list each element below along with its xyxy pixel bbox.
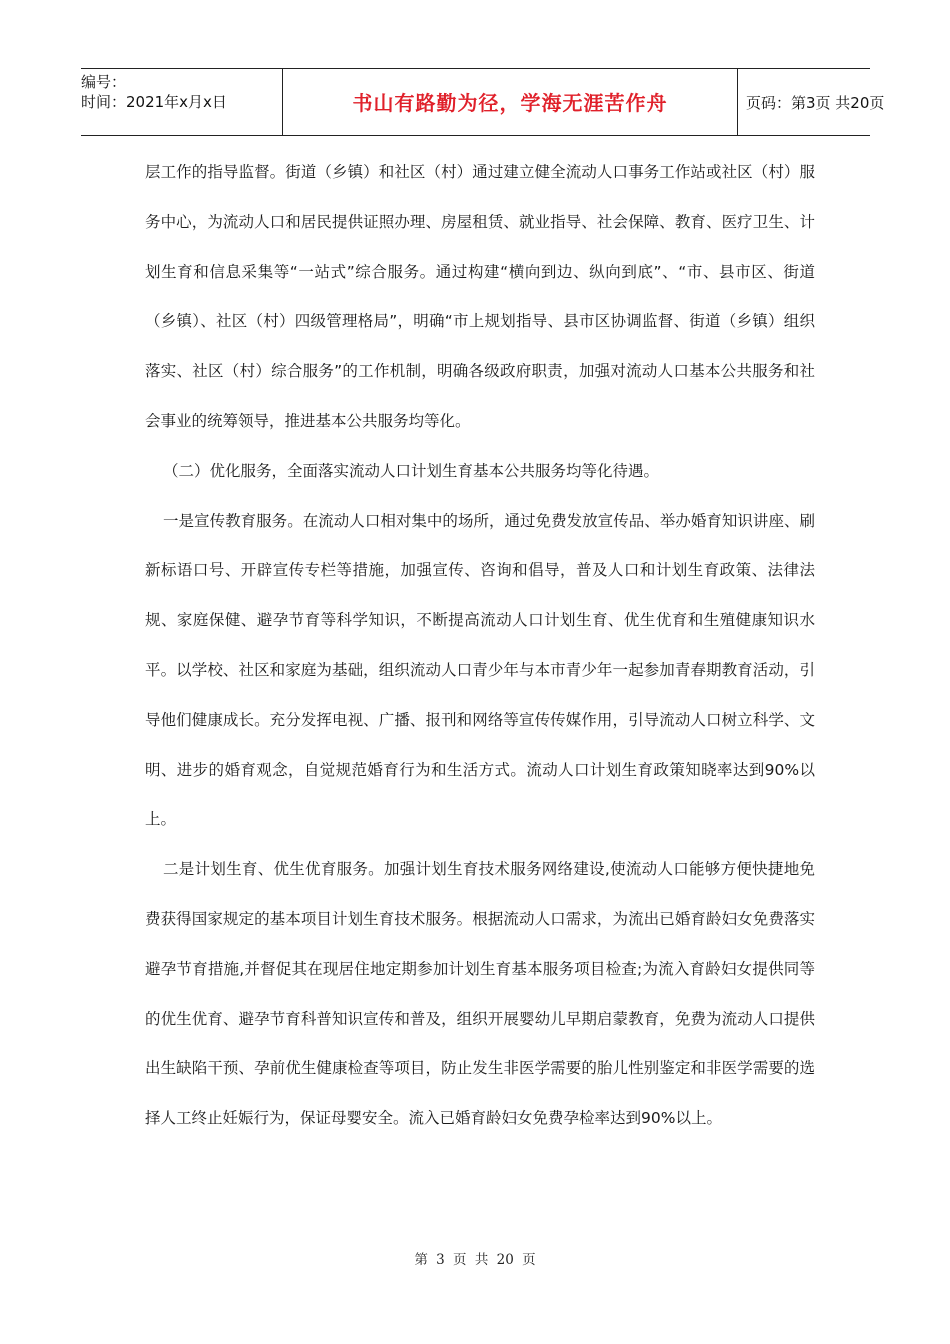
header-number-label: 编号： [81,73,127,91]
section-heading: （二）优化服务，全面落实流动人口计划生育基本公共服务均等化待遇。 [163,461,660,480]
document-body [145,148,815,1144]
paragraph-propaganda: 一是宣传教育服务。在流动人口相对集中的场所，通过免费发放宣传品、举办婚育知识讲座、刷新标语口号、开辟宣传专栏等措施，加强宣传、咨询和倡导，普及人口和计划生育政策、法律法规、家庭保健、避孕节育等科学知识，不断提高流动人口计划生育、优生优育和生殖健康知识水平。以学校、社区和家庭为基础，组织流动人口青少年与本市青少年一起参加青春期教育活动，引导他们健康成长。充分发挥电视、广播、报刊和网络等宣传传媒作用，引导流动人口树立科学、文明、进步的婚育观念，自觉规范婚育行为和生活方式。流动人口计划生育政策知晓率达到90%以上。 [145,511,815,829]
header-motto: 书山有路勤为径，学海无涯苦作舟 [282,69,738,135]
paragraph-continued: 层工作的指导监督。街道（乡镇）和社区（村）通过建立健全流动人口事务工作站或社区（村）服务中心，为流动人口和居民提供证照办理、房屋租赁、就业指导、社会保障、教育、医疗卫生、计划生育和信息采集等“一站式”综合服务。通过构建“横向到边、纵向到底”、“市、县市区、街道（乡镇）、社区（村）四级管理格局”，明确“市上规划指导、县市区协调监督、街道（乡镇）组织落实、社区（村）综合服务”的工作机制，明确各级政府职责，加强对流动人口基本公共服务和社会事业的统筹领导，推进基本公共服务均等化。 [145,163,815,430]
header-date-label: 时间：2021年x月x日 [81,93,227,111]
paragraph-family-planning: 二是计划生育、优生优育服务。加强计划生育技术服务网络建设,使流动人口能够方便快捷地免费获得国家规定的基本项目计划生育技术服务。根据流动人口需求，为流出已婚育龄妇女免费落实避孕节育措施,并督促其在现居住地定期参加计划生育基本服务项目检查;为流入育龄妇女提供同等的优生优育、避孕节育科普知识宣传和普及，组织开展婴幼儿早期启蒙教育，免费为流动人口提供出生缺陷干预、孕前优生健康检查等项目，防止发生非医学需要的胎儿性别鉴定和非医学需要的选择人工终止妊娠行为，保证母婴安全。流入已婚育龄妇女免费孕检率达到90%以上。 [145,860,815,1128]
page-header [81,68,885,136]
header-meta [81,69,282,135]
header-page-info: 页码：第3页 共20页 [746,94,885,112]
page-footer: 第 3 页 共 20 页 [414,1252,536,1268]
